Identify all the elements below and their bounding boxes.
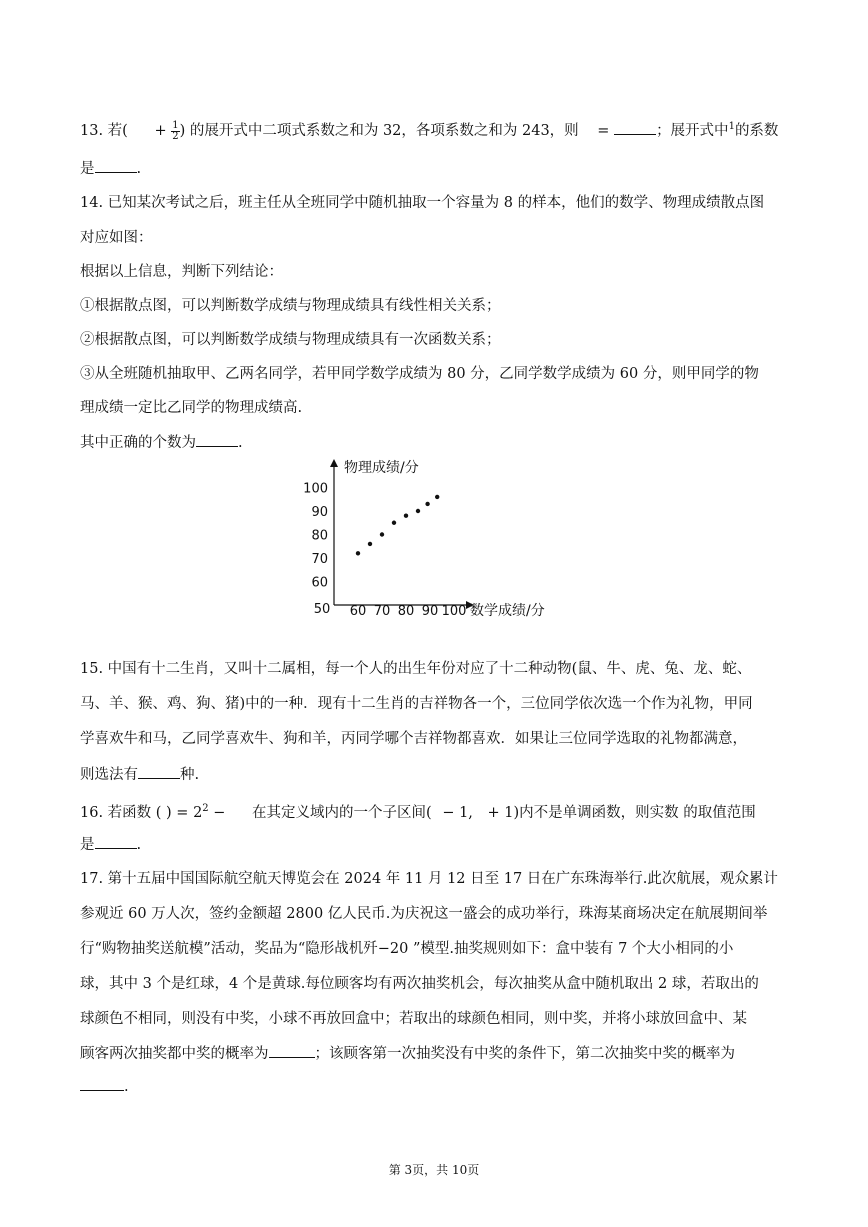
q17-line-3: 行“购物抽奖送航模”活动，奖品为“隐形战机歼−20 ”模型.抽奖规则如下：盒中装有 7 个大小相同的小: [80, 941, 734, 957]
q13-fraction: $\frac{1}{2}$: [172, 119, 179, 142]
q16-text-2: 在其定义域内的一个子区间(: [252, 804, 432, 821]
q17-text: 顾客两次抽奖都中奖的概率为: [80, 1046, 269, 1062]
q14-period: .: [238, 435, 243, 451]
q16-text-3: − 1,: [442, 804, 473, 821]
q15-line-3: 学喜欢牛和马，乙同学喜欢牛、狗和羊，丙同学哪个吉祥物都喜欢．如果让三位同学选取的礼物都满意，: [80, 731, 747, 747]
q16-minus: −: [213, 804, 226, 821]
x-tick-label: 80: [397, 604, 415, 619]
x-tick-label: 100: [441, 604, 467, 619]
answer-blank: [80, 1076, 124, 1091]
y-tick-label: 60: [311, 575, 328, 591]
q14-line-6: ③从全班随机抽取甲、乙两名同学，若甲同学数学成绩为 80 分，乙同学数学成绩为 60 分，则甲同学的物: [80, 366, 759, 382]
x-tick-label: 60: [349, 604, 367, 619]
q14-line-4: ①根据散点图，可以判断数学成绩与物理成绩具有线性相关关系；: [80, 298, 501, 314]
scatter-chart: [300, 455, 570, 625]
q16-sup: 2: [202, 803, 209, 814]
q16-period: .: [136, 837, 142, 853]
q16-line-1: [80, 799, 756, 823]
q15-line-2: 马、羊、猴、鸡、狗、猪)中的一种．现有十二生肖的吉祥物各一个，三位同学依次选一个作为礼物，甲同: [80, 696, 753, 712]
q16-text-5: 是: [80, 837, 95, 853]
x-tick-label: 90: [421, 604, 439, 619]
q17-line-1: 17. 第十五届中国国际航空航天博览会在 2024 年 11 月 12 日至 17 日在广东珠海举行.此次航展，观众累计: [80, 871, 778, 887]
q17-text-2: ；该顾客第一次抽奖没有中奖的条件下，第二次抽奖中奖的概率为: [314, 1046, 735, 1062]
q15-line-1: 15. 中国有十二生肖，又叫十二属相，每一个人的出生年份对应了十二种动物(鼠、牛、虎、兔、龙、蛇、: [80, 661, 752, 677]
q13-equals: =: [597, 123, 610, 139]
q16-text: 16. 若函数 ( ) = 2: [80, 804, 203, 821]
q14-line-5: ②根据散点图，可以判断数学成绩与物理成绩具有一次函数关系；: [80, 332, 501, 348]
data-point: [425, 502, 429, 506]
q14-line-3: 根据以上信息，判断下列结论：: [80, 264, 283, 280]
q13-text-4: 的系数: [734, 123, 779, 139]
y-axis-label: 物理成绩/分: [344, 460, 419, 476]
q13-text: 13. 若(: [80, 123, 128, 139]
y-tick-label: 90: [311, 505, 328, 520]
q17-line-7: [80, 1076, 129, 1097]
q16-line-2: [80, 834, 141, 855]
q14-line-8: [80, 432, 243, 453]
x-axis-label: 数学成绩/分: [470, 603, 545, 619]
q16-text-4: + 1)内不是单调函数，则实数 的取值范围: [487, 804, 756, 821]
q15-text: 则选法有: [80, 767, 138, 783]
data-point: [404, 514, 408, 518]
q17-line-4: 球，其中 3 个是红球，4 个是黄球.每位顾客均有两次抽奖机会，每次抽奖从盒中随机取出 2 球，若取出的: [80, 976, 759, 992]
data-point: [435, 495, 439, 499]
q13-period: .: [136, 161, 142, 177]
q17-period: .: [124, 1079, 129, 1095]
data-point: [368, 542, 372, 546]
page-footer: 第 3页，共 10页: [388, 1163, 480, 1177]
q15-end: 种.: [180, 767, 200, 783]
q13-line-1: [80, 120, 778, 142]
q13-line-2: [80, 158, 141, 179]
origin-label: 50: [313, 602, 331, 617]
q17-line-6: [80, 1043, 735, 1064]
q14-text: 其中正确的个数为: [80, 435, 196, 451]
q15-line-4: [80, 764, 199, 785]
q13-text-5: 是: [80, 161, 95, 177]
x-tick-label: 70: [373, 604, 391, 619]
y-tick-label: 80: [311, 528, 328, 544]
q14-line-1: 14. 已知某次考试之后，班主任从全班同学中随机抽取一个容量为 8 的样本，他们的数学、物理成绩散点图: [80, 195, 765, 211]
data-point: [392, 521, 396, 525]
q17-line-2: 参观近 60 万人次，签约金额超 2800 亿人民币.为庆祝这一盛会的成功举行，珠海某商场决定在航展期间举: [80, 906, 768, 922]
y-tick-label: 100: [303, 481, 328, 497]
y-tick-label: 70: [311, 552, 328, 567]
answer-blank: [95, 834, 137, 849]
data-point: [416, 509, 420, 513]
answer-blank: [95, 158, 137, 173]
answer-blank: [269, 1043, 315, 1058]
q14-line-7: 理成绩一定比乙同学的物理成绩高.: [80, 400, 303, 416]
answer-blank: [196, 432, 238, 447]
q13-plus: +: [154, 123, 167, 139]
q13-text-2: ) 的展开式中二项式系数之和为 32，各项系数之和为 243，则: [179, 123, 579, 139]
q17-line-5: 球颜色不相同，则没有中奖，小球不再放回盒中；若取出的球颜色相同，则中奖，并将小球放回盒中、某: [80, 1011, 747, 1027]
q13-text-3: ；展开式中: [656, 123, 729, 139]
q14-line-2: 对应如图：: [80, 230, 153, 246]
answer-blank: [138, 764, 180, 779]
q13-fraction-2: 1: [728, 121, 735, 133]
answer-blank: [614, 120, 656, 135]
data-point: [356, 551, 360, 555]
data-point: [380, 532, 384, 536]
